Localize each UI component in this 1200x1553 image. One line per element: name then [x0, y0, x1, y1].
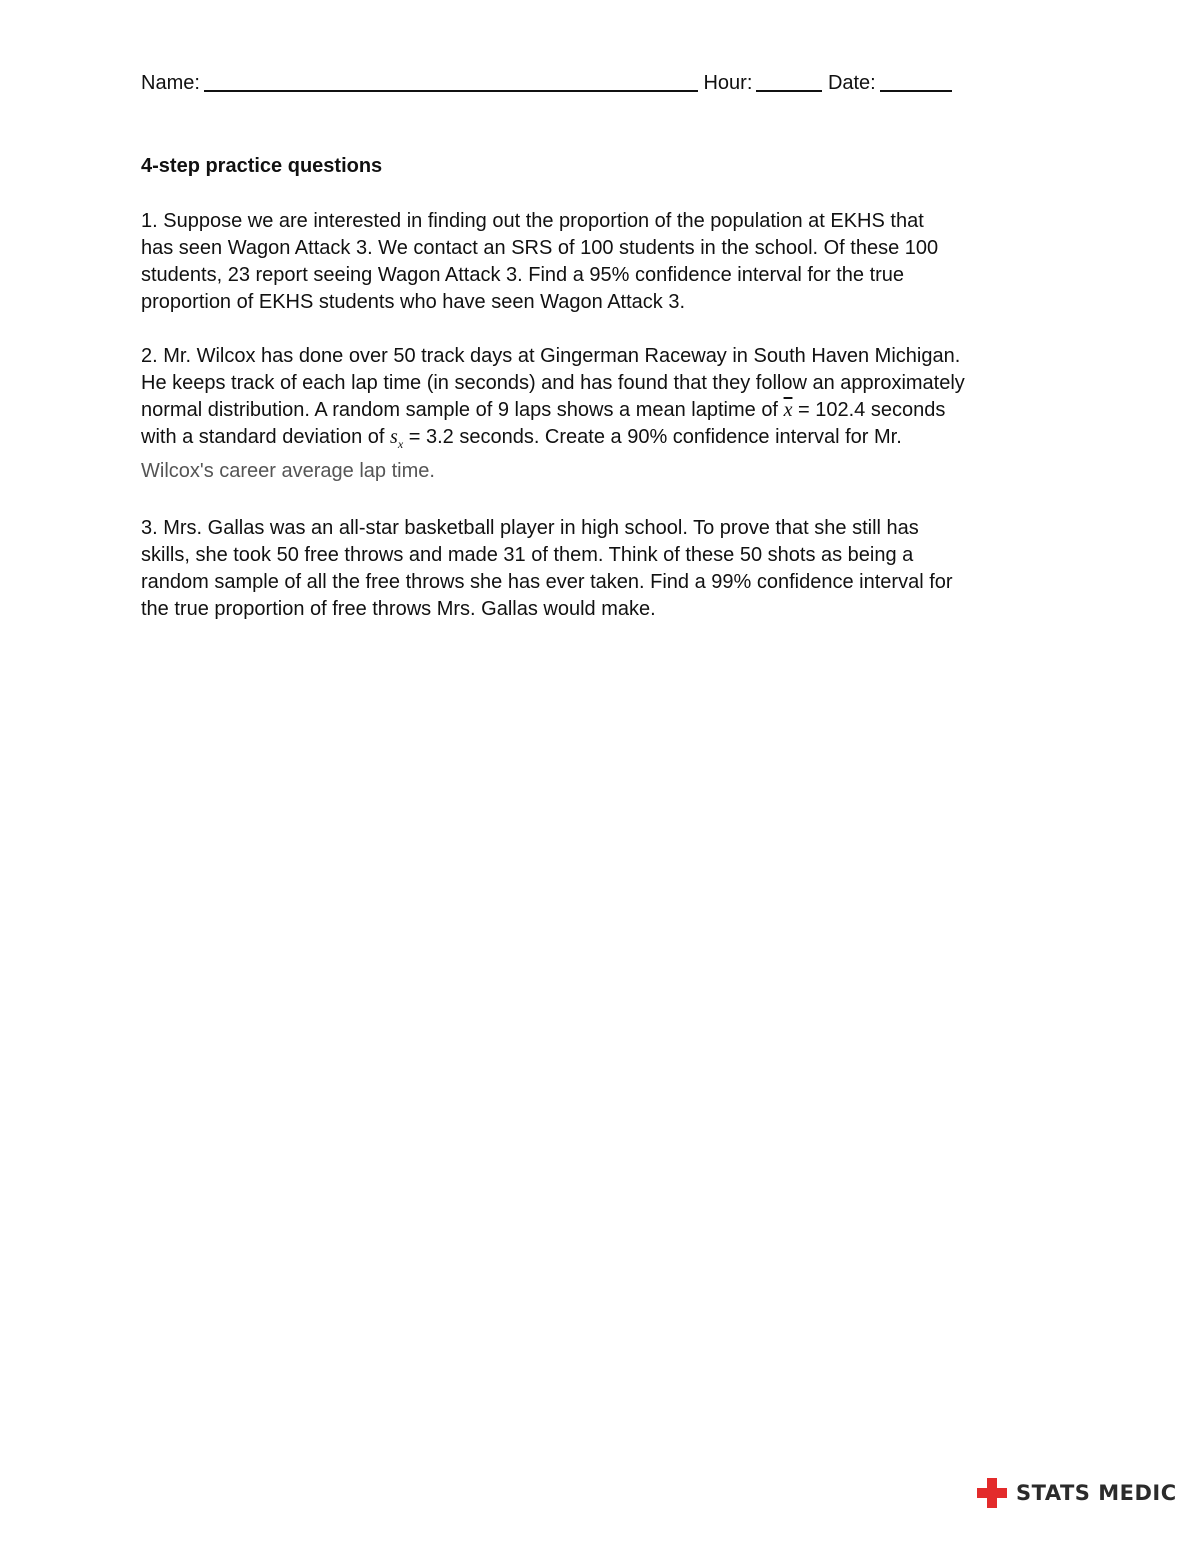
hour-label: Hour:	[703, 72, 753, 94]
question-3-line: random sample of all the free throws she has ever taken. Find a 99% confidence interval for	[141, 571, 953, 593]
s-symbol: s	[390, 426, 398, 448]
name-blank	[204, 72, 698, 92]
question-2-text: = 102.4 seconds	[792, 399, 946, 421]
question-1-line: students, 23 report seeing Wagon Attack 3. Find a 95% confidence interval for the true	[141, 264, 905, 286]
date-blank	[880, 72, 952, 92]
stats-medic-logo	[976, 1477, 1177, 1509]
question-2	[141, 343, 1126, 485]
s-subscript: x	[397, 437, 404, 451]
question-2-line: He keeps track of each lap time (in seconds) and has found that they follow an approximately	[141, 372, 965, 394]
question-1-line: has seen Wagon Attack 3. We contact an SRS of 100 students in the school. Of these 100	[141, 237, 939, 259]
x-bar-symbol: $\overline{x}$	[783, 399, 793, 421]
question-3	[141, 515, 1126, 623]
question-2-text: with a standard deviation of	[141, 426, 391, 448]
question-2-line: Wilcox's career average lap time.	[141, 460, 435, 482]
question-1	[141, 208, 1126, 316]
question-2-line: 2. Mr. Wilcox has done over 50 track days at Gingerman Raceway in South Haven Michigan.	[141, 345, 961, 367]
question-2-text: = 3.2 seconds. Create a 90% confidence interval for Mr.	[403, 426, 902, 448]
worksheet-title: 4-step practice questions	[141, 155, 383, 177]
question-2-text: normal distribution. A random sample of 9 laps shows a mean laptime of	[141, 399, 784, 421]
question-2-line	[141, 424, 1126, 458]
name-label: Name:	[141, 72, 200, 94]
question-3-line: skills, she took 50 free throws and made 31 of them. Think of these 50 shots as being a	[141, 544, 914, 566]
header-line	[141, 72, 952, 95]
logo-text: STATS MEDIC	[1016, 1481, 1177, 1505]
date-label: Date:	[827, 72, 876, 94]
question-1-line: 1. Suppose we are interested in finding out the proportion of the population at EKHS that	[141, 210, 924, 232]
hour-blank	[756, 72, 822, 92]
question-2-line	[141, 397, 1126, 424]
red-cross-icon	[976, 1477, 1008, 1509]
question-1-line: proportion of EKHS students who have seen Wagon Attack 3.	[141, 291, 686, 313]
question-3-line: the true proportion of free throws Mrs. Gallas would make.	[141, 598, 656, 620]
question-3-line: 3. Mrs. Gallas was an all-star basketball player in high school. To prove that she still has	[141, 517, 919, 539]
